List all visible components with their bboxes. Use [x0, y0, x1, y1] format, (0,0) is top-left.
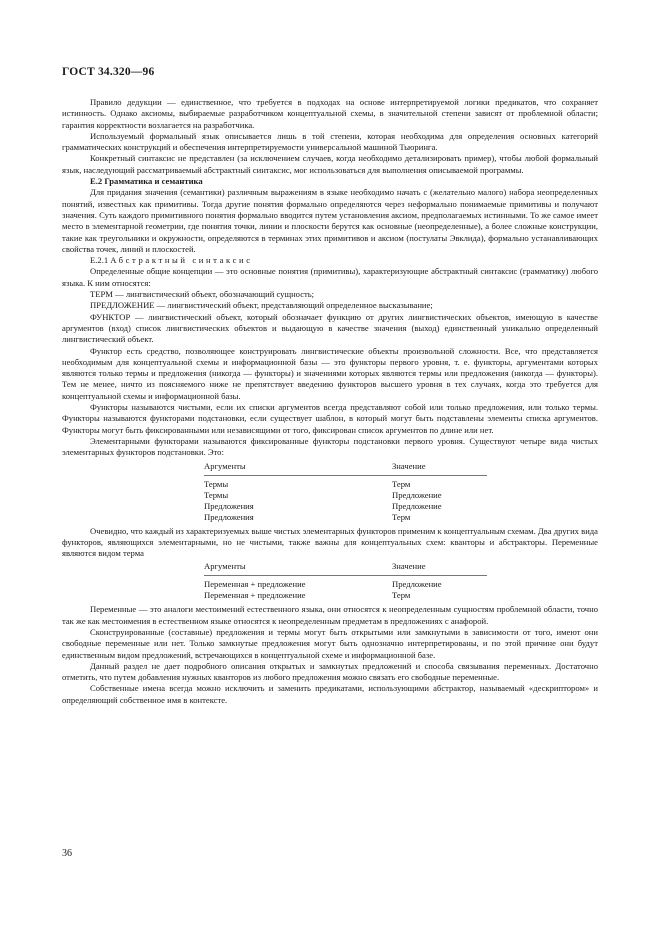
table-cell: Предложения [204, 511, 254, 522]
term-name: ПРЕДЛОЖЕНИЕ [90, 300, 155, 311]
column-header: Аргументы [204, 561, 392, 576]
table-row [204, 475, 487, 490]
term-definition: — лингвистический объект, который обозначает функцию от других лингвистических объектов, имеющую в качестве аргументов (вход) список лингвистических объектов и выдающую в качестве значения (выход) единственный уникально определенный лингвистический объект. [62, 311, 598, 345]
functor-table-2 [204, 561, 487, 601]
subsection-number: Е.2.1 [90, 255, 109, 266]
paragraph: Правило дедукции — единственное, что требуется в подходах на основе интерпретируемой логики предикатов, что сохраняет истинность. Однако аксиомы, выбираемые разработчиком концептуальной схемы, в значительной степени зависят от проблемной области; гарантия корректности возлагается на разработчика. [62, 97, 598, 130]
definition-term [62, 300, 598, 311]
paragraph: Конкретный синтаксис не представлен (за исключением случаев, когда необходимо детализировать пример), чтобы любой формальный язык, наследующий рассматриваемый абстрактный синтаксис, мог использоваться для выполнения описываемой программы. [62, 153, 598, 175]
document-header: ГОСТ 34.320—96 [62, 66, 155, 78]
table-cell: Переменная + предложение [204, 579, 306, 590]
table-cell: Переменная + предложение [204, 590, 306, 601]
table-cell: Предложение [392, 500, 442, 511]
table-cell: Термы [204, 478, 229, 489]
table-cell: Предложение [392, 579, 442, 590]
table-row [204, 590, 487, 601]
functor-table-1 [204, 461, 487, 523]
page-body [62, 97, 598, 706]
table-cell: Предложение [392, 489, 442, 500]
term-name: ТЕРМ [90, 289, 113, 300]
table-row [204, 576, 487, 591]
paragraph: Сконструированные (составные) предложения и термы могут быть открытыми или замкнутыми в зависимости от того, имеют они свободные переменные или нет. Только замкнутые предложения могут быть однозначно интерпретированы, и по этой причине они будут единственным видом предложений, встречающихся в концептуальной схеме и информационной базе. [62, 626, 598, 660]
paragraph: Элементарными функторами называются фиксированные функторы подстановки первого уровня. Существуют четыре вида чистых элементарных функторов подстановки. Это: [62, 435, 598, 458]
paragraph: Определенные общие концепции — это основные понятия (примитивы), характеризующие абстрактный синтаксис (грамматику) любого языка. К ним относятся: [62, 266, 598, 288]
definition-term [62, 312, 598, 346]
paragraph: Переменные — это аналоги местоимений естественного языка, они относятся к неопределенным сущностям проблемной области, точно так же как местоимения в естественном языке относятся к неопределенным предметам в предложениях с анафорой. [62, 604, 598, 626]
section-heading: Е.2 Грамматика и семантика [90, 176, 203, 187]
table-cell: Терм [392, 511, 411, 522]
table-header-row [204, 461, 487, 476]
paragraph: Функторы называются чистыми, если их списки аргументов всегда представляют собой или только предложения, или только термы. Функторы называются функторами подстановки, если существует шаблон, в который могут быть подставлены элементы списка аргументов. Функторы могут быть фиксированными или независящими от того, фиксирован список аргументов по длине или нет. [62, 402, 598, 435]
table-row [204, 512, 487, 523]
term-definition: — лингвистический объект, обозначающий сущность; [112, 289, 315, 300]
subsection-heading [62, 255, 598, 266]
paragraph: Очевидно, что каждый из характеризуемых выше чистых элементарных функторов применим к концептуальным схемам. Два других вида функторов, являющихся элементарными, но не чистыми, также важны для концептуальных схем: кванторы и абстракторы. Переменные являются видом терма [62, 525, 598, 559]
table-cell: Предложения [204, 500, 254, 511]
column-header: Значение [392, 461, 487, 476]
table-row [204, 490, 487, 501]
paragraph: Данный раздел не дает подробного описания открытых и замкнутых предложений и способа связывания переменных. Достаточно отметить, что путем добавления нужных кванторов из любого предложения можно связать его свободные переменные. [62, 660, 598, 683]
definition-term [62, 289, 598, 300]
table-cell: Терм [392, 590, 411, 601]
table-cell: Термы [204, 489, 229, 500]
table-cell: Терм [392, 478, 411, 489]
table-header-row [204, 561, 487, 576]
column-header: Значение [392, 561, 487, 576]
term-definition: — лингвистический объект, представляющий определенное высказывание; [154, 300, 433, 311]
paragraph: Для придания значения (семантики) различным выражениям в языке необходимо начать с (желательно малого) набора неопределенных понятий, известных как примитивы. Тогда другие понятия формально определяются через неформально понимаемые примитивы и получают значения. Суть каждого примитивного понятия формально вводится путем установления аксиом, предполагаемых истинными. То же самое имеет место в элементарной геометрии, где понятия точки, линии и плоскости берутся как основные (неопределенные), а более сложные конструкции, такие как треугольники и окружности, определяются в терминах этих примитивов и аксиом (постулаты Эвклида), формально устанавливающих свойства точек, линий и плоскостей. [62, 187, 598, 254]
paragraph: Функтор есть средство, позволяющее конструировать лингвистические объекты произвольной сложности. Все, что представляется необходимым для концептуальной схемы и информационной базы — это функторы первого уровня, т. е. функторы, аргументами которых являются только термы и предложения (никогда — функторы) и значениями которых являются термы или предложения (никогда — функторы). Тем не менее, ничто из поясняемого ниже не препятствует введению функторов высшего уровня в тех случаях, когда это требуется для концептуальной схемы и информационной базы. [62, 345, 598, 401]
page-number: 36 [62, 848, 72, 859]
subsection-title: Абстрактный синтаксис [110, 255, 253, 266]
paragraph: Собственные имена всегда можно исключить и заменить предикатами, использующими абстрактор, называемый «дескриптором» и определяющий собственное имя в контексте. [62, 683, 598, 705]
paragraph: Используемый формальный язык описывается лишь в той степени, которая необходима для определения основных категорий грамматических конструкций и обеспечения интерпретируемости универсальной машиной Тьюринга. [62, 130, 598, 153]
term-name: ФУНКТОР [90, 311, 131, 322]
table-row [204, 501, 487, 512]
column-header: Аргументы [204, 461, 392, 476]
